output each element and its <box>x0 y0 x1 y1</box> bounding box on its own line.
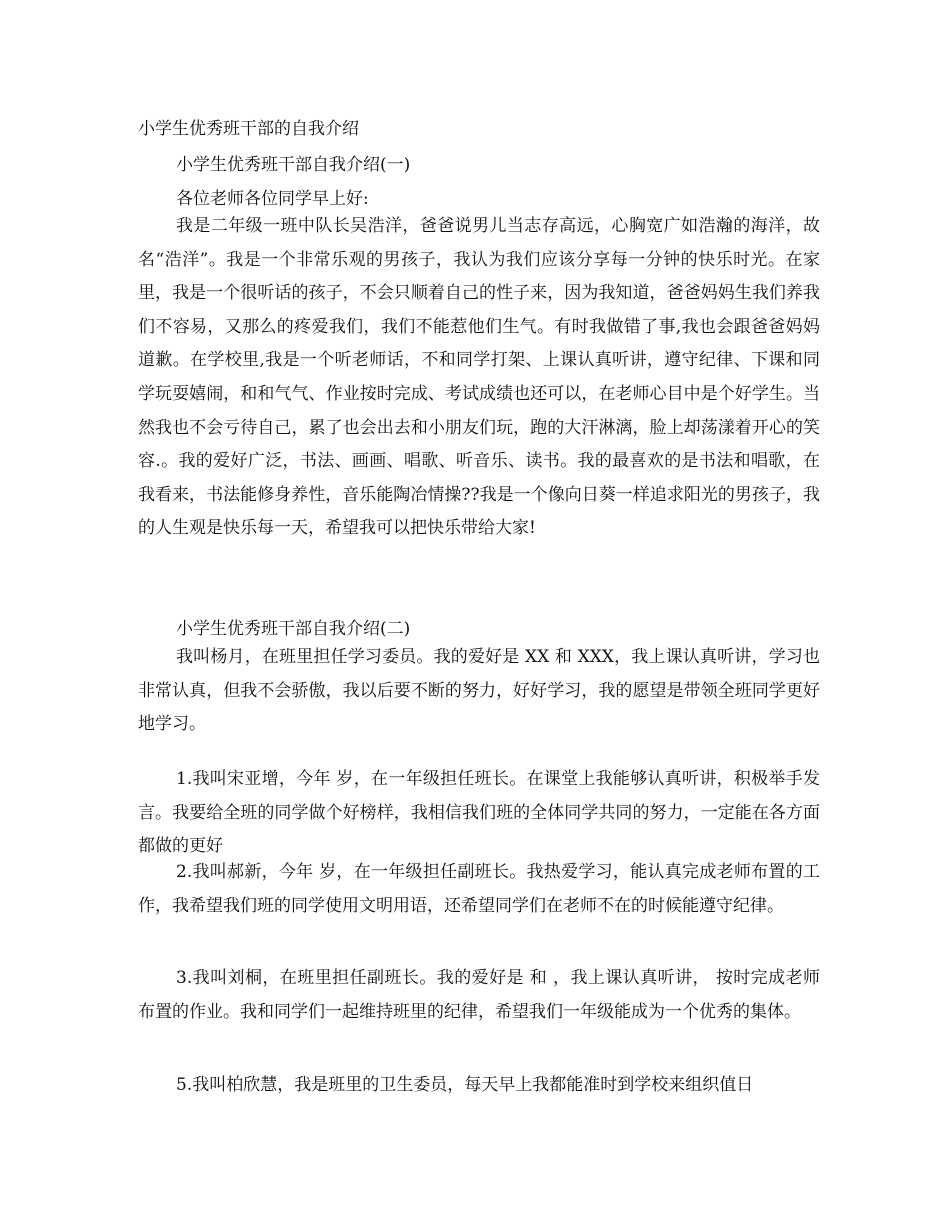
section1-greeting: 各位老师各位同学早上好: <box>176 189 369 209</box>
list-item-5: 5.我叫柏欣慧，我是班里的卫生委员，每天早上我都能准时到学校来组织值日 <box>176 1075 754 1095</box>
list-item-1: 1.我叫宋亚增，今年 岁，在一年级担任班长。在课堂上我能够认真听讲，积极举手发言。我要给全班的同学做个好榜样，我相信我们班的全体同学共同的努力，一定能在各方面都做的更好 <box>138 769 820 857</box>
list-item-3: 3.我叫刘桐，在班里担任副班长。我的爱好是 和 ，我上课认真听讲， 按时完成老师布置的作业。我和同学们一起维持班里的纪律，希望我们一年级能成为一个优秀的集体。 <box>138 968 820 1022</box>
document-title: 小学生优秀班干部的自我介绍 <box>138 119 359 139</box>
section2-heading: 小学生优秀班干部自我介绍(二) <box>176 619 411 639</box>
section1-heading: 小学生优秀班干部自我介绍(一) <box>176 155 411 175</box>
list-item-2: 2.我叫郝新，今年 岁，在一年级担任副班长。我热爱学习，能认真完成老师布置的工作，我希望我们班的同学使用文明用语，还希望同学们在老师不在的时候能遵守纪律。 <box>138 862 820 916</box>
section1-body-paragraph: 我是二年级一班中队长吴浩洋，爸爸说男儿当志存高远，心胸宽广如浩瀚的海洋，故名“浩洋”。我是一个非常乐观的男孩子，我认为我们应该分享每一分钟的快乐时光。在家里，我是一个很听话的孩子，不会只顺着自己的性子来，因为我知道，爸爸妈妈生我们养我们不容易，又那么的疼爱我们，我们不能惹他们生气。有时我做错了事,我也会跟爸爸妈妈道歉。在学校里,我是一个听老师话，不和同学打架、上课认真听讲，遵守纪律、下课和同学玩耍嬉闹，和和气气、作业按时完成、考试成绩也还可以，在老师心目中是个好学生。当然我也不会亏待自己，累了也会出去和小朋友们玩，跑的大汗淋漓，脸上却荡漾着开心的笑容.。我的爱好广泛，书法、画画、唱歌、听音乐、读书。我的最喜欢的是书法和唱歌，在我看来，书法能修身养性，音乐能陶冶情操??我是一个像向日葵一样追求阳光的男孩子，我的人生观是快乐每一天，希望我可以把快乐带给大家! <box>138 216 820 539</box>
section2-intro-paragraph: 我叫杨月，在班里担任学习委员。我的爱好是 XX 和 XXX，我上课认真听讲，学习也非常认真，但我不会骄傲，我以后要不断的努力，好好学习，我的愿望是带领全班同学更好地学习。 <box>138 647 820 735</box>
